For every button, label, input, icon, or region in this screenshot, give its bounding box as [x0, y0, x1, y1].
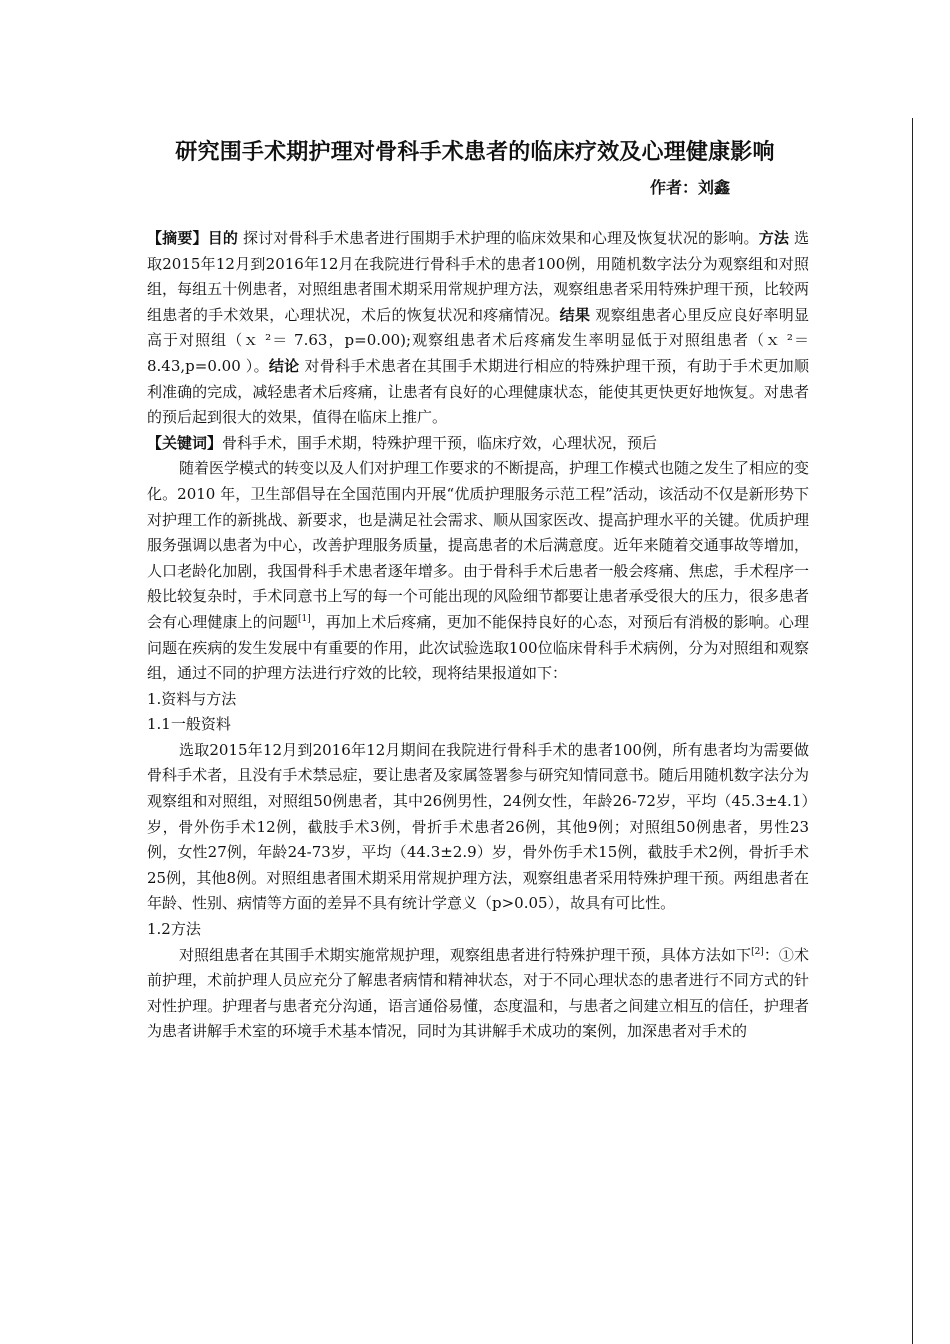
general-data-paragraph: 选取2015年12月到2016年12月期间在我院进行骨科手术的患者100例，所有患者均为需要做骨科手术者，且没有手术禁忌症，要让患者及家属签署参与研究知情同意书。随后用随机数字法分为观察组和对照组，对照组50例患者，其中26例男性，24例女性，年龄26-72岁，平均（45.3±4.1）岁，骨外伤手术12例，截肢手术3例，骨折手术患者26例，其他9例；对照组50例患者，男性23例，女性27例，年龄24-73岁，平均（44.3±2.9）岁，骨外伤手术15例，截肢手术2例，骨折手术25例，其他8例。对照组患者围术期采用常规护理方法，观察组患者采用特殊护理干预。两组患者在年龄、性别、病情等方面的差异不具有统计学意义（p>0.05），故具有可比性。	[147, 740, 809, 913]
abstract-aim-text: 探讨对骨科手术患者进行围期手术护理的临床效果和心理及恢复状况的影响。	[238, 229, 759, 247]
abstract-result-text: 观察组患者心里反应良好率明显高于对照组（ｘ ²＝ 7.63，p=0.00);观察组患者术后疼痛发生率明显低于对照组患者（ｘ ²＝ 8.43,p=0.00 ）。	[147, 305, 809, 375]
keywords-label: 【关键词】	[147, 433, 223, 452]
method-text-2: ：①术前护理，术前护理人员应充分了解患者病情和精神状态，对于不同心理状态的患者进行不同方式的针对性护理。护理者与患者充分沟通，语言通俗易懂，态度温和，与患者之间建立相互的信任，护理者为患者讲解手术室的环境手术基本情况，同时为其讲解手术成功的案例，加深患者对手术的	[147, 945, 809, 1041]
abstract-conclusion-label: 结论	[268, 356, 300, 375]
abstract-method-label: 方法	[758, 229, 790, 247]
abstract-method-text: 选取2015年12月到2016年12月在我院进行骨科手术的患者100例，用随机数字法分为观察组和对照组，每组五十例患者，对照组患者围术期采用常规护理方法，观察组患者采用特殊护理干预，比较两组患者的手术效果，心理状况，术后的恢复状况和疼痛情况。	[147, 229, 809, 324]
method-paragraph	[147, 943, 809, 1045]
citation-ref-1: [1]	[297, 613, 311, 624]
section-heading-1-1: 1.1一般资料	[147, 715, 231, 734]
paper-body	[147, 226, 809, 1045]
abstract-aim-label: 目的	[207, 229, 239, 247]
keywords	[147, 431, 809, 457]
intro-text-2: ，再加上术后疼痛，更加不能保持良好的心态，对预后有消极的影响。心理问题在疾病的发生发展中有重要的作用，此次试验选取100位临床骨科手术病例，分为对照组和观察组，通过不同的护理方法进行疗效的比较，现将结果报道如下：	[147, 612, 809, 683]
section-heading-1-2: 1.2方法	[147, 920, 201, 939]
method-text-1: 对照组患者在其围手术期实施常规护理，观察组患者进行特殊护理干预，具体方法如下	[179, 945, 752, 964]
intro-text-1: 随着医学模式的转变以及人们对护理工作要求的不断提高，护理工作模式也随之发生了相应的变化。2010 年，卫生部倡导在全国范围内开展“优质护理服务示范工程”活动，该活动不仅是新形势下对护理工作的新挑战、新要求，也是满足社会需求、顺从国家医改、提高护理水平的关键。优质护理服务强调以患者为中心，改善护理服务质量，提高患者的术后满意度。近年来随着交通事故等增加，人口老龄化加剧，我国骨科手术患者逐年增多。由于骨科手术后患者一般会疼痛、焦虑，手术程序一般比较复杂时，手术同意书上写的每一个可能出现的风险细节都要让患者承受很大的压力，很多患者会有心理健康上的问题	[147, 459, 810, 631]
keywords-text: 骨科手术，围手术期，特殊护理干预，临床疗效，心理状况，预后	[222, 433, 658, 452]
abstract-conclusion-text: 对骨科手术患者在其围手术期进行相应的特殊护理干预，有助于手术更加顺利准确的完成，减轻患者术后疼痛，让患者有良好的心理健康状态，能使其更快更好地恢复。对患者的预后起到很大的效果，值得在临床上推广。	[147, 356, 809, 427]
section-heading-1: 1.资料与方法	[147, 689, 237, 708]
author-line: 作者：刘鑫	[650, 178, 731, 197]
paper-title: 研究围手术期护理对骨科手术患者的临床疗效及心理健康影响	[175, 140, 775, 165]
abstract-result-label: 结果	[559, 305, 591, 324]
abstract	[147, 226, 809, 431]
citation-ref-2: [2]	[751, 946, 764, 957]
abstract-label: 【摘要】	[147, 229, 208, 247]
intro-paragraph	[147, 456, 809, 686]
margin-rule	[912, 118, 913, 1344]
